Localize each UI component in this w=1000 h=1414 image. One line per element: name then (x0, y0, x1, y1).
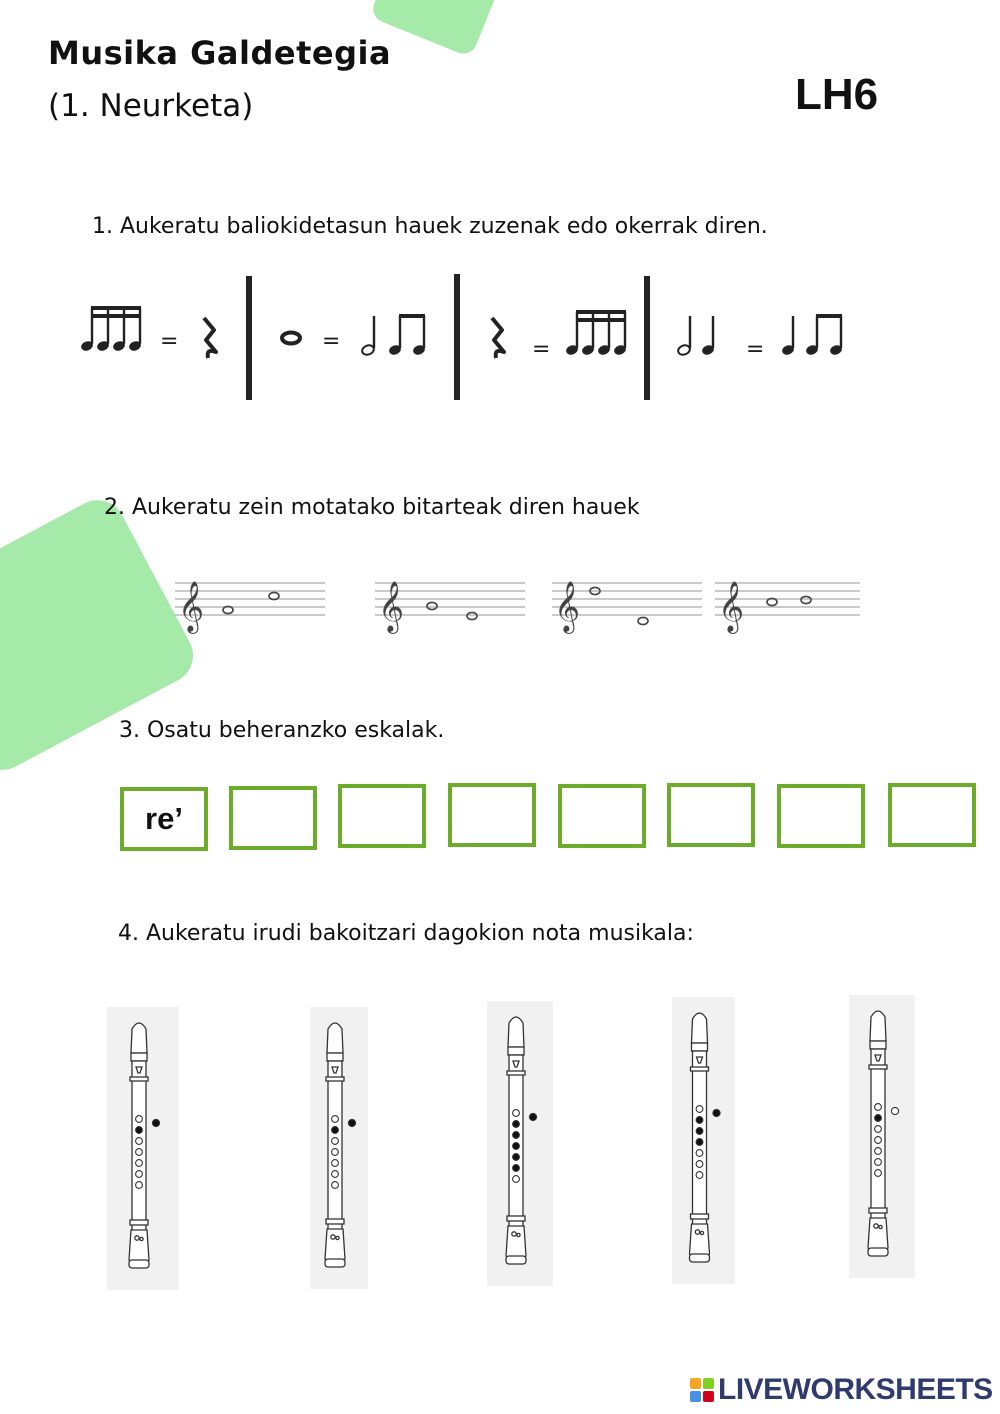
interval-staff-2 (375, 581, 525, 634)
question-1-text: 1. Aukeratu baliokidetasun hauek zuzenak edo okerrak diren. (92, 214, 768, 239)
finger-hole-icon (513, 1165, 520, 1172)
logo-grid-icon (690, 1378, 714, 1402)
recorder-body (506, 1017, 526, 1264)
finger-hole-icon (696, 1161, 703, 1168)
finger-hole-icon (332, 1182, 339, 1189)
logo-square (703, 1378, 714, 1389)
finger-hole-icon (875, 1115, 882, 1122)
scale-box-4[interactable] (448, 783, 536, 847)
equals-sign: = (746, 337, 765, 362)
finger-hole-icon (136, 1160, 143, 1167)
thumb-hole-icon (348, 1119, 355, 1126)
recorder-body (325, 1023, 345, 1267)
scale-box-8[interactable] (888, 783, 976, 847)
finger-hole-icon (696, 1172, 703, 1179)
bar-line (644, 276, 650, 400)
recorder-icon (672, 997, 735, 1284)
scale-box-1: re’ (120, 787, 208, 851)
eighth-notes-icon (388, 314, 426, 356)
page-title: Musika Galdetegia (48, 34, 392, 72)
finger-hole-icon (875, 1159, 882, 1166)
question-2-text: 2. Aukeratu zein motatako bitarteak diren hauek (104, 495, 640, 520)
finger-hole-icon (696, 1117, 703, 1124)
equals-sign: = (322, 329, 341, 354)
bar-line (454, 274, 460, 400)
quarter-rest-icon (204, 318, 216, 358)
thumb-hole-icon (891, 1107, 898, 1114)
finger-hole-icon (332, 1171, 339, 1178)
note-icon (467, 612, 477, 619)
quarter-rest-icon (492, 318, 504, 358)
finger-hole-icon (875, 1104, 882, 1111)
finger-hole-icon (332, 1149, 339, 1156)
scale-box-6[interactable] (667, 783, 755, 847)
thumb-hole-icon (713, 1109, 720, 1116)
finger-hole-icon (696, 1139, 703, 1146)
quarter-note-icon (781, 316, 795, 356)
recorder-image-5 (849, 995, 915, 1278)
thumb-hole-icon (152, 1119, 159, 1126)
interval-staves (170, 565, 860, 640)
level-label: LH6 (795, 70, 879, 119)
recorder-body (129, 1023, 149, 1268)
scale-box-7[interactable] (777, 784, 865, 848)
finger-hole-icon (875, 1148, 882, 1155)
eighth-notes-icon (805, 314, 843, 356)
recorder-icon (310, 1007, 368, 1289)
finger-hole-icon (332, 1138, 339, 1145)
finger-hole-icon (513, 1176, 520, 1183)
scale-box-3[interactable] (338, 784, 426, 848)
finger-hole-icon (513, 1154, 520, 1161)
recorder-body (690, 1013, 710, 1262)
treble-clef-icon: 𝄞 (378, 581, 405, 632)
rhythm-equivalences (70, 268, 870, 408)
finger-hole-icon (332, 1116, 339, 1123)
recorder-icon (107, 1007, 179, 1290)
half-note-icon (361, 316, 375, 356)
finger-hole-icon (696, 1128, 703, 1135)
finger-hole-icon (875, 1126, 882, 1133)
note-icon (638, 617, 648, 624)
finger-hole-icon (875, 1170, 882, 1177)
finger-hole-icon (875, 1137, 882, 1144)
note-icon (801, 596, 811, 603)
treble-clef-icon: 𝄞 (554, 581, 581, 632)
scale-box-5[interactable] (558, 784, 646, 848)
finger-hole-icon (136, 1127, 143, 1134)
half-note-icon (677, 316, 691, 356)
whole-note-icon (282, 333, 300, 344)
thumb-hole-icon (529, 1113, 536, 1120)
page-subtitle: (1. Neurketa) (48, 88, 254, 124)
brand-name: LIVEWORKSHEETS (718, 1373, 993, 1406)
finger-hole-icon (513, 1132, 520, 1139)
finger-hole-icon (136, 1116, 143, 1123)
logo-square (690, 1391, 701, 1402)
finger-hole-icon (513, 1143, 520, 1150)
finger-hole-icon (332, 1127, 339, 1134)
recorder-image-2 (310, 1007, 368, 1289)
recorder-image-4 (672, 997, 735, 1284)
logo-square (690, 1378, 701, 1389)
note-icon (427, 602, 437, 609)
interval-staff-4 (715, 581, 860, 634)
quarter-note-icon (701, 316, 715, 356)
finger-hole-icon (136, 1182, 143, 1189)
recorder-icon (487, 1001, 553, 1286)
finger-hole-icon (513, 1121, 520, 1128)
finger-hole-icon (136, 1171, 143, 1178)
finger-hole-icon (136, 1149, 143, 1156)
treble-clef-icon: 𝄞 (178, 581, 205, 632)
liveworksheets-logo (690, 1372, 993, 1408)
scale-box-2[interactable] (229, 786, 317, 850)
finger-hole-icon (332, 1160, 339, 1167)
recorder-icon (849, 995, 915, 1278)
sixteenth-notes-icon (565, 310, 627, 356)
finger-hole-icon (696, 1150, 703, 1157)
equals-sign: = (532, 337, 551, 362)
recorder-body (868, 1011, 888, 1256)
finger-hole-icon (136, 1138, 143, 1145)
equals-sign: = (160, 329, 179, 354)
finger-hole-icon (513, 1110, 520, 1117)
interval-staff-1 (175, 581, 325, 634)
question-3-text: 3. Osatu beheranzko eskalak. (119, 718, 445, 743)
treble-clef-icon: 𝄞 (718, 581, 745, 632)
finger-hole-icon (696, 1106, 703, 1113)
interval-staff-3 (552, 581, 702, 634)
bar-line (246, 276, 252, 400)
sixteenth-notes-icon (80, 306, 142, 352)
question-4-text: 4. Aukeratu irudi bakoitzari dagokion nota musikala: (118, 921, 694, 946)
recorder-image-1 (107, 1007, 179, 1290)
recorder-image-3 (487, 1001, 553, 1286)
logo-square (703, 1391, 714, 1402)
